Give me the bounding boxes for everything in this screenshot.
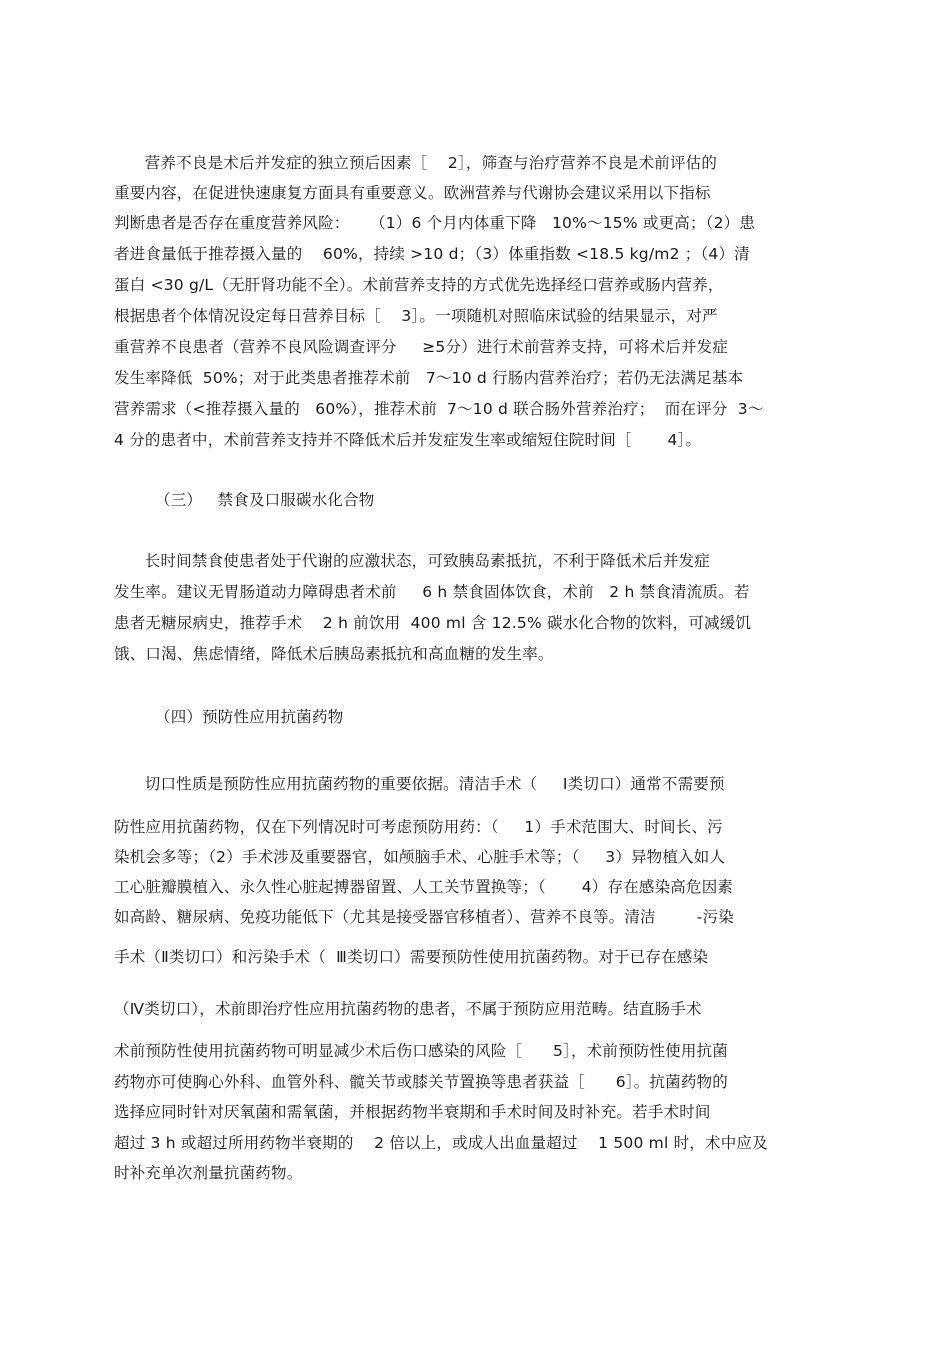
paragraph-2-line: 发生率。建议无胃肠道动力障碍患者术前 6 h 禁食固体饮食，术前 2 h 禁食清流质。若	[114, 583, 750, 601]
paragraph-3-line: 染机会多等；（2）手术涉及重要器官，如颅脑手术、心脏手术等；（ 3）异物植入如人	[114, 848, 726, 866]
paragraph-3-line: 切口性质是预防性应用抗菌药物的重要依据。清洁手术（ Ⅰ类切口）通常不需要预	[114, 775, 725, 793]
paragraph-1-line: 蛋白 <30 g/L（无肝肾功能不全）。术前营养支持的方式优先选择经口营养或肠内营养，	[114, 276, 724, 294]
paragraph-1-line: 重营养不良患者（营养不良风险调查评分 ≥5分）进行术前营养支持，可将术后并发症	[114, 338, 729, 356]
paragraph-3-line: 药物亦可使胸心外科、血管外科、髋关节或膝关节置换等患者获益［ 6］。抗菌药物的	[114, 1073, 728, 1091]
paragraph-1-line: 发生率降低 50%；对于此类患者推荐术前 7～10 d 行肠内营养治疗；若仍无法满足基本	[114, 369, 744, 387]
paragraph-1-line: 重要内容，在促进快速康复方面具有重要意义。欧洲营养与代谢协会建议采用以下指标	[114, 184, 711, 202]
paragraph-2-line: 患者无糖尿病史，推荐手术 2 h 前饮用 400 ml 含 12.5% 碳水化合物的饮料，可减缓饥	[114, 614, 752, 632]
paragraph-2-line: 长时间禁食使患者处于代谢的应激状态，可致胰岛素抵抗，不利于降低术后并发症	[114, 552, 710, 570]
paragraph-1-line: 营养不良是术后并发症的独立预后因素［ 2］，筛查与治疗营养不良是术前评估的	[114, 154, 718, 172]
section-heading-4: （四）预防性应用抗菌药物	[155, 708, 344, 726]
paragraph-3-line: （Ⅳ类切口），术前即治疗性应用抗菌药物的患者，不属于预防应用范畴。结直肠手术	[114, 1000, 702, 1018]
section-heading-3: （三） 禁食及口服碳水化合物	[155, 491, 375, 509]
paragraph-3-line: 如高龄、糖尿病、免疫功能低下（尤其是接受器官移植者）、营养不良等。清洁 -污染	[114, 908, 734, 926]
paragraph-1-line: 4 分的患者中，术前营养支持并不降低术后并发症发生率或缩短住院时间［ 4］。	[114, 431, 702, 449]
paragraph-3-line: 超过 3 h 或超过所用药物半衰期的 2 倍以上，或成人出血量超过 1 500 ml 时，术中应及	[114, 1134, 768, 1152]
paragraph-3-line: 手术（Ⅱ类切口）和污染手术（ Ⅲ类切口）需要预防性使用抗菌药物。对于已存在感染	[114, 948, 709, 966]
paragraph-3-line: 选择应同时针对厌氧菌和需氧菌，并根据药物半衰期和手术时间及时补充。若手术时间	[114, 1103, 711, 1121]
paragraph-3-line: 时补充单次剂量抗菌药物。	[114, 1164, 303, 1182]
paragraph-3-line: 工心脏瓣膜植入、永久性心脏起搏器留置、人工关节置换等；（ 4）存在感染高危因素	[114, 878, 734, 896]
paragraph-2-line: 饿、口渴、焦虑情绪，降低术后胰岛素抵抗和高血糖的发生率。	[114, 645, 554, 663]
paragraph-1-line: 营养需求（<推荐摄入量的 60%），推荐术前 7～10 d 联合肠外营养治疗； 而在评分 3～	[114, 400, 764, 418]
paragraph-3-line: 防性应用抗菌药物，仅在下列情况时可考虑预防用药：（ 1）手术范围大、时间长、污	[114, 818, 723, 836]
paragraph-1-line: 者进食量低于推荐摄入量的 60%，持续 >10 d；（3）体重指数 <18.5 kg/m2 ；（4）清	[114, 245, 750, 263]
paragraph-1-line: 判断患者是否存在重度营养风险： （1）6 个月内体重下降 10%～15% 或更高；（2）患	[114, 214, 756, 232]
paragraph-1-line: 根据患者个体情况设定每日营养目标［ 3］。一项随机对照临床试验的结果显示，对严	[114, 307, 718, 325]
paragraph-3-line: 术前预防性使用抗菌药物可明显减少术后伤口感染的风险［ 5］，术前预防性使用抗菌	[114, 1042, 728, 1060]
